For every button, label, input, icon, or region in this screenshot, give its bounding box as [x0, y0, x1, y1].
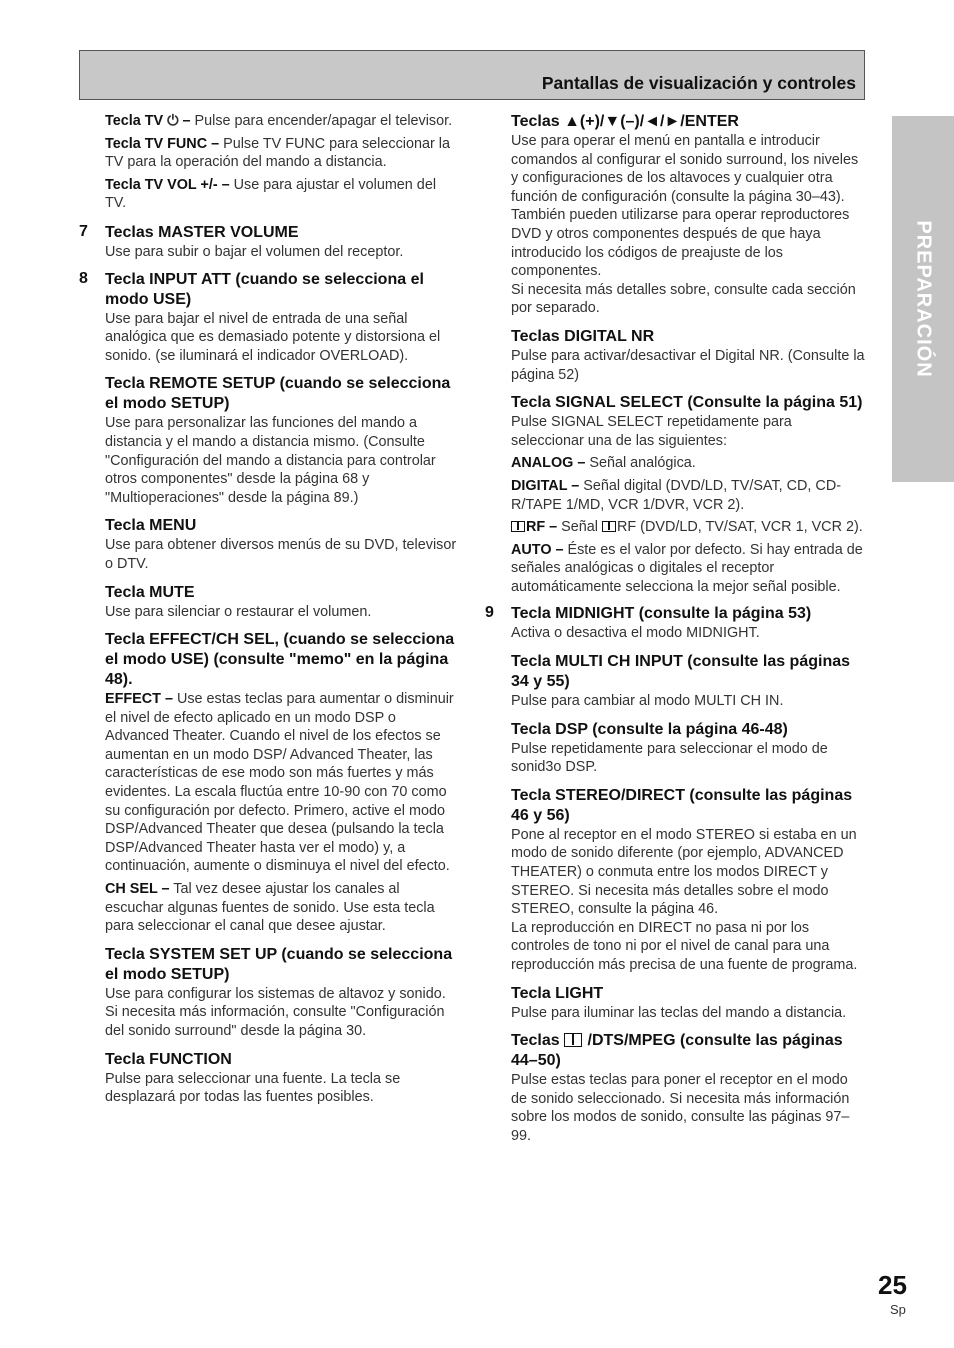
section-text: Use para bajar el nivel de entrada de una señal analógica que es demasiado potente y distorsiona el sonido. (se iluminará el indicador OVERLOAD). [105, 310, 441, 364]
tv-power-item [105, 112, 457, 131]
section-number: 9 [485, 604, 494, 622]
light-text: Pulse para iluminar las teclas del mando a distancia. [511, 1004, 847, 1021]
arrows-heading: Teclas ▲(+)/▼(–)/◄/►/ENTER [511, 113, 739, 130]
digital-key: DIGITAL – [511, 477, 580, 494]
tv-func-text: Pulse TV FUNC para seleccionar la TV para la operación del mando a distancia. [105, 135, 450, 171]
dsp-text: Pulse repetidamente para seleccionar el modo de sonid3o DSP. [511, 740, 828, 776]
page-number: 25 [878, 1270, 907, 1300]
section-number: 8 [79, 269, 88, 287]
analog-key: ANALOG – [511, 455, 586, 472]
section-heading: Tecla MIDNIGHT (consulte la página 53) [511, 605, 812, 623]
arrows-text-2: Si necesita más detalles sobre, consulte cada sección por separado. [511, 281, 856, 317]
signal-select-heading: Tecla SIGNAL SELECT (Consulte la página 51) [511, 394, 863, 412]
digital-desc: Señal digital (DVD/LD, TV/SAT, CD, CD-R/TAPE 1/MD, VCR 1/DVR, VCR 2). [511, 477, 842, 513]
dts-text: Pulse estas teclas para poner el receptor en el modo de sonido seleccionado. Si necesita más información sobre los modos de sonido, consulte las páginas 97–99. [511, 1072, 850, 1144]
tv-func-item [105, 135, 457, 172]
dolby-digital-icon [511, 521, 525, 532]
mute-heading: Tecla MUTE [105, 583, 195, 601]
dts-heading-b: /DTS/MPEG (consulte las páginas 44–50) [511, 1032, 843, 1070]
digital-nr-heading: Teclas DIGITAL NR [511, 327, 655, 345]
section-number: 7 [79, 222, 88, 240]
menu-heading: Tecla MENU [105, 517, 197, 535]
multi-ch-text: Pulse para cambiar al modo MULTI CH IN. [511, 693, 784, 710]
tv-power-dash: – [178, 113, 191, 129]
dolby-digital-icon [602, 521, 616, 532]
dts-heading [511, 1031, 865, 1071]
arrows-text: Use para operar el menú en pantalla e introducir comandos al configurar el sonido surround, los niveles y configuraciones de los altavoces y cualquier otra función de configuración (consulte la página 30–43). También pueden utilizarse para operar reproductores DVD y otros componentes después de que haya introducido los códigos de preajuste de los componentes. [511, 133, 859, 280]
dts-heading-a: Teclas [511, 1032, 565, 1050]
effect-heading: Tecla EFFECT/CH SEL, (cuando se selecciona el modo USE) (consulte "memo" en la página 48). [105, 631, 455, 689]
multi-ch-heading: Tecla MULTI CH INPUT (consulte las páginas 34 y 55) [511, 653, 851, 691]
header-title: Pantallas de visualización y controles [541, 73, 856, 93]
section-7 [79, 223, 457, 262]
dolby-digital-icon [564, 1033, 582, 1047]
rf-desc-a: Señal [557, 519, 602, 536]
digital-item [511, 477, 865, 514]
signal-select-text: Pulse SIGNAL SELECT repetidamente para seleccionar una de las siguientes: [511, 414, 792, 449]
rf-desc-b: RF (DVD/LD, TV/SAT, VCR 1, VCR 2). [617, 519, 863, 536]
rf-item [511, 518, 865, 537]
section-heading: Teclas MASTER VOLUME [105, 223, 299, 241]
effect-desc: Use estas teclas para aumentar o disminuir el nivel de efecto aplicado en un modo DSP o Advanced Theater. Cuando el nivel de los efectos se aumentan en un modo DSP/ Advanced Theater, las características de ese modo son más fuertes y más evidentes. La escala fluctúa entre 10-90 con 70 como su configuración por defecto. Primero, active el modo DSP/Advanced Theater que desea (pulsando la tecla DSP/Advanced Theater hasta ver el modo) y, a continuación, aumente o disminuya el nivel del efecto. [105, 691, 454, 875]
remote-setup-heading: Tecla REMOTE SETUP (cuando se selecciona el modo SETUP) [105, 375, 451, 413]
stereo-heading: Tecla STEREO/DIRECT (consulte las páginas 46 y 56) [511, 786, 853, 824]
function-heading: Tecla FUNCTION [105, 1050, 232, 1068]
function-text: Pulse para seleccionar una fuente. La tecla se desplazará por todas las fuentes posibles. [105, 1070, 401, 1106]
tv-func-key: Tecla TV FUNC – [105, 135, 220, 152]
system-setup-text: Use para configurar los sistemas de altavoz y sonido. Si necesita más información, consulte "Configuración del sonido surround" desde la página 30. [105, 985, 446, 1039]
rf-key: RF – [526, 519, 558, 536]
section-8 [79, 270, 457, 1107]
chsel-key: CH SEL – [105, 881, 170, 898]
power-icon: ⏻ [167, 113, 179, 129]
section-text: Use para subir o bajar el volumen del receptor. [105, 243, 404, 260]
tv-power-key: Tecla TV [105, 113, 164, 129]
mute-text: Use para silenciar o restaurar el volumen. [105, 603, 372, 620]
analog-desc: Señal analógica. [585, 455, 696, 472]
tv-power-text: Pulse para encender/apagar el televisor. [190, 113, 453, 129]
chsel-desc: Tal vez desee ajustar los canales al escuchar algunas fuentes de sonido. Use esta tecla para seleccionar el canal que desee ajustar. [105, 881, 435, 935]
section-8-cont [485, 112, 865, 596]
section-heading: Tecla INPUT ATT (cuando se selecciona el modo USE) [105, 270, 424, 308]
auto-key: AUTO – [511, 541, 564, 558]
tv-vol-item [105, 176, 457, 213]
auto-desc: Éste es el valor por defecto. Si hay entrada de señales analógicas o digitales el receptor automáticamente selecciona la mejor señal posible. [511, 541, 863, 595]
digital-nr-text: Pulse para activar/desactivar el Digital NR. (Consulte la página 52) [511, 347, 865, 383]
side-tab [892, 116, 954, 482]
tv-vol-text: Use para ajustar el volumen del TV. [105, 176, 437, 212]
header-bar [79, 50, 865, 100]
stereo-text: Pone al receptor en el modo STEREO si estaba en un modo de sonido diferente (por ejemplo, ADVANCED THEATER) o conmuta entre los modos DIRECT y STEREO. Si necesita más detalles sobre el modo STEREO, consulte la página 46. [511, 826, 857, 918]
effect-text [105, 690, 457, 876]
left-column [79, 112, 457, 1107]
light-heading: Tecla LIGHT [511, 984, 604, 1002]
section-text: Activa o desactiva el modo MIDNIGHT. [511, 625, 760, 642]
remote-setup-text: Use para personalizar las funciones del mando a distancia y el mando a distancia mismo. (Consulte "Configuración del mando a distancia para controlar otros componentes" desde la página 68 y "Multioperaciones" desde la página 89.) [105, 415, 436, 506]
chsel-text [105, 880, 457, 936]
side-tab-label: PREPARACIÓN [912, 220, 935, 378]
system-setup-heading: Tecla SYSTEM SET UP (cuando se selecciona el modo SETUP) [105, 945, 453, 983]
section-9 [485, 604, 865, 1145]
right-column [485, 112, 865, 1146]
menu-text: Use para obtener diversos menús de su DVD, televisor o DTV. [105, 537, 457, 572]
tv-keys-section [79, 112, 457, 213]
tv-vol-key: Tecla TV VOL +/- – [105, 176, 230, 193]
effect-key: EFFECT – [105, 691, 173, 708]
auto-item [511, 541, 865, 597]
stereo-text-2: La reproducción en DIRECT no pasa ni por los controles de tono ni por el nivel de canal para una reproducción más precisa de una fuente de programa. [511, 919, 858, 973]
analog-item [511, 454, 865, 473]
dsp-heading: Tecla DSP (consulte la página 46-48) [511, 720, 788, 738]
page-language: Sp [890, 1302, 906, 1317]
